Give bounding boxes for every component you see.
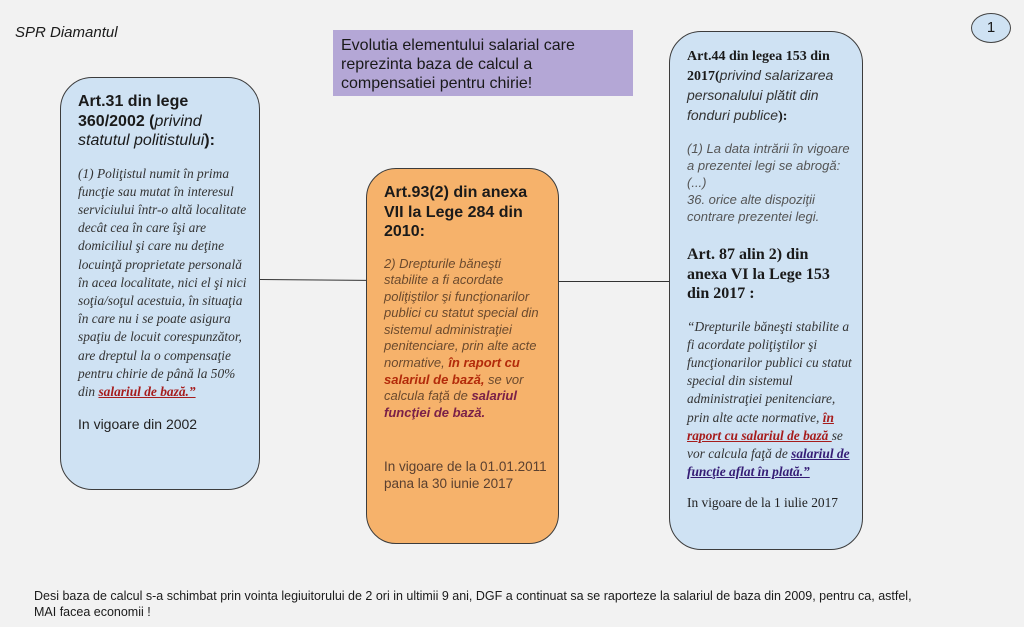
highlight-salariul-de-baza: salariul de bază.” (98, 383, 196, 399)
box-heading-art44 (687, 48, 852, 126)
body-text: se vor calcula faţă de (687, 427, 843, 461)
highlight-salariul-functie-plata: salariul de funcţie aflat în plată.” (687, 445, 850, 480)
box-body-art87 (687, 318, 852, 482)
page-number-badge: 1 (971, 13, 1011, 43)
body-text: (1) La data intrării în vigoare a prezentei legi se abrogă: (687, 141, 850, 173)
box-body (78, 165, 247, 402)
body-item: 36. orice alte dispoziţii contrare prezentei legi. (687, 192, 820, 224)
brand-label: SPR Diamantul (15, 24, 118, 41)
box-body-art44 (687, 140, 852, 225)
body-text: 2) Drepturile băneşti stabilite a fi acordate poliţiştilor şi funcţionarilor publici cu statut special din sistemul administraţiei penitenciare, prin alte acte normative, (384, 255, 539, 371)
law-box-art31 (60, 77, 260, 490)
box-heading-art87: Art. 87 alin 2) din anexa VI la Lege 153 din 2017 : (687, 246, 830, 302)
body-text: “Drepturile băneşti stabilite a fi acordate poliţiştilor şi funcţionarilor publici cu statut special din sistemul administraţiei penitenciare, prin alte acte normative, (687, 318, 852, 425)
heading-bold: Art.44 din legea 153 din 2017( (687, 49, 830, 84)
heading-end: ): (204, 132, 215, 149)
connector-art31-art93 (260, 279, 366, 281)
ellipsis: (...) (687, 175, 707, 190)
connector-art93-art87 (559, 281, 669, 282)
box-heading (78, 92, 247, 151)
in-force-label: In vigoare de la 1 iulie 2017 (687, 495, 838, 511)
box-body (384, 256, 548, 422)
highlight-raport-salariul-baza: în raport cu salariul de bază (687, 409, 834, 443)
body-text: se vor calcula faţă de (384, 371, 524, 404)
law-box-art93 (366, 168, 559, 544)
body-text: (1) Poliţistul numit în prima funcţie sau mutat în interesul serviciului într-o altă localitate decât cea în care îşi are domiciliul şi care nu deţine locuinţă proprietate personală în acea localitate, nici el şi nici soţia/soţul acestuia, în situaţia în care nu i se poate asigura spaţiu de locuit corespunzător, are dreptul la o compensaţie pentru chirie de până la 50% din (78, 165, 247, 399)
law-box-art44-art87 (669, 31, 863, 550)
footer-note: Desi baza de calcul s-a schimbat prin vointa legiuitorului de 2 ori in ultimii 9 ani, DGF a continuat sa se raporteze la salariul de baza din 2009, pentru ca, astfel, MAI facea economii ! (34, 589, 912, 619)
in-force-label: In vigoare din 2002 (78, 416, 198, 433)
diagram-title: Evolutia elementului salarial care reprezinta baza de calcul a compensatiei pentru chirie! (333, 30, 633, 96)
highlight-salariul-functiei: salariul funcţiei de bază. (384, 388, 517, 420)
highlight-raport-salariul-baza: în raport cu salariul de bază, (384, 355, 520, 387)
heading-italic: privind salarizarea personalului plătit din fonduri publice (687, 67, 834, 123)
in-force-label: In vigoare de la 01.01.2011 pana la 30 iunie 2017 (384, 459, 547, 492)
heading-bold: Art.31 din lege 360/2002 ( (78, 93, 189, 130)
heading-italic: privind statutul politistului (78, 112, 205, 149)
heading-end: ): (778, 109, 788, 124)
box-heading: Art.93(2) din anexa VII la Lege 284 din 2010: (384, 184, 528, 240)
